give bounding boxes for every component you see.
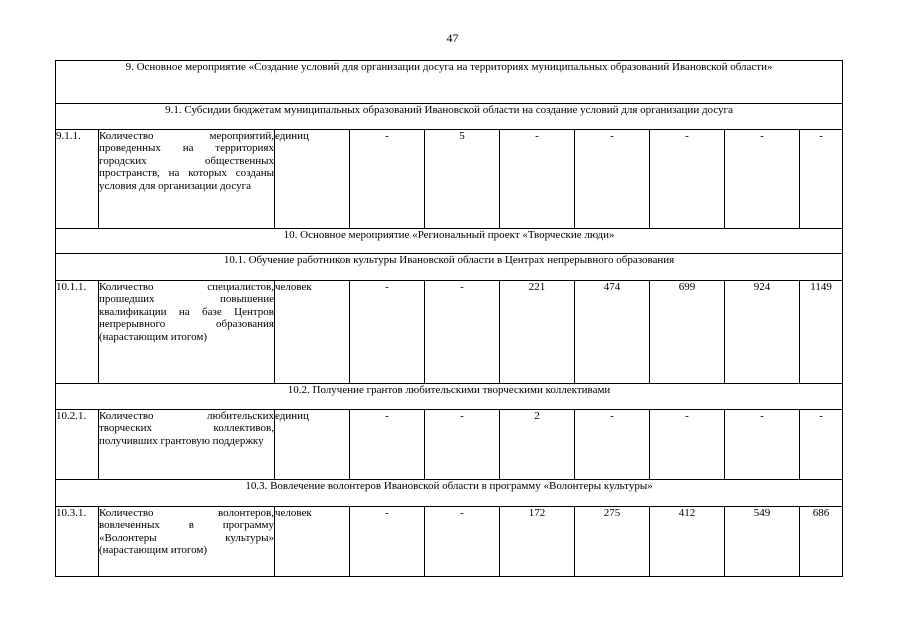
page-number: 47 bbox=[446, 31, 459, 45]
section-title: 10. Основное мероприятие «Региональный проект «Творческие люди» bbox=[56, 229, 843, 254]
value-cell: - bbox=[350, 130, 425, 229]
value-cell: 275 bbox=[575, 507, 650, 577]
value-cell: - bbox=[725, 130, 800, 229]
subsection-title: 10.1. Обучение работников культуры Ивановской области в Центрах непрерывного образования bbox=[56, 254, 843, 281]
value-cell: - bbox=[425, 281, 500, 384]
value-cell: - bbox=[800, 130, 843, 229]
table-row bbox=[56, 410, 843, 480]
value-cell: - bbox=[425, 507, 500, 577]
value-cell: 5 bbox=[425, 130, 500, 229]
value-cell: - bbox=[350, 410, 425, 480]
value-cell: - bbox=[650, 130, 725, 229]
value-cell: - bbox=[350, 281, 425, 384]
value-cell: 699 bbox=[650, 281, 725, 384]
row-number: 10.3.1. bbox=[56, 507, 99, 577]
table-row bbox=[56, 507, 843, 577]
subsection-title: 10.3. Вовлечение волонтеров Ивановской области в программу «Волонтеры культуры» bbox=[56, 480, 843, 507]
value-cell: 924 bbox=[725, 281, 800, 384]
value-cell: - bbox=[425, 410, 500, 480]
value-cell: - bbox=[650, 410, 725, 480]
section-row bbox=[56, 61, 843, 104]
subsection-title: 9.1. Субсидии бюджетам муниципальных образований Ивановской области на создание условий для организации досуга bbox=[56, 104, 843, 130]
unit-cell: единиц bbox=[275, 410, 350, 480]
section-row bbox=[56, 384, 843, 410]
row-number: 10.2.1. bbox=[56, 410, 99, 480]
indicator-name: Количество специалистов, прошедших повышение квалификации на базе Центров непрерывного образования (нарастающим итогом) bbox=[99, 281, 275, 384]
unit-cell: человек bbox=[275, 281, 350, 384]
section-row bbox=[56, 254, 843, 281]
value-cell: - bbox=[350, 507, 425, 577]
value-cell: 2 bbox=[500, 410, 575, 480]
value-cell: - bbox=[575, 130, 650, 229]
value-cell: 172 bbox=[500, 507, 575, 577]
table-row bbox=[56, 281, 843, 384]
value-cell: 412 bbox=[650, 507, 725, 577]
unit-cell: единиц bbox=[275, 130, 350, 229]
indicator-name: Количество мероприятий, проведенных на территориях городских общественных пространств, на которых созданы условия для организации досуга bbox=[99, 130, 275, 229]
section-row bbox=[56, 104, 843, 130]
value-cell: 1149 bbox=[800, 281, 843, 384]
section-title: 9. Основное мероприятие «Создание условий для организации досуга на территориях муниципальных образований Ивановской области» bbox=[56, 61, 843, 104]
value-cell: 686 bbox=[800, 507, 843, 577]
value-cell: - bbox=[725, 410, 800, 480]
unit-cell: человек bbox=[275, 507, 350, 577]
indicator-name: Количество волонтеров, вовлеченных в программу «Волонтеры культуры» (нарастающим итогом) bbox=[99, 507, 275, 577]
value-cell: - bbox=[800, 410, 843, 480]
value-cell: - bbox=[500, 130, 575, 229]
value-cell: - bbox=[575, 410, 650, 480]
section-row bbox=[56, 480, 843, 507]
row-number: 9.1.1. bbox=[56, 130, 99, 229]
value-cell: 221 bbox=[500, 281, 575, 384]
section-row bbox=[56, 229, 843, 254]
row-number: 10.1.1. bbox=[56, 281, 99, 384]
table-row bbox=[56, 130, 843, 229]
subsection-title: 10.2. Получение грантов любительскими творческими коллективами bbox=[56, 384, 843, 410]
value-cell: 549 bbox=[725, 507, 800, 577]
indicators-table bbox=[55, 60, 843, 577]
indicator-name: Количество любительских творческих коллективов, получивших грантовую поддержку bbox=[99, 410, 275, 480]
value-cell: 474 bbox=[575, 281, 650, 384]
